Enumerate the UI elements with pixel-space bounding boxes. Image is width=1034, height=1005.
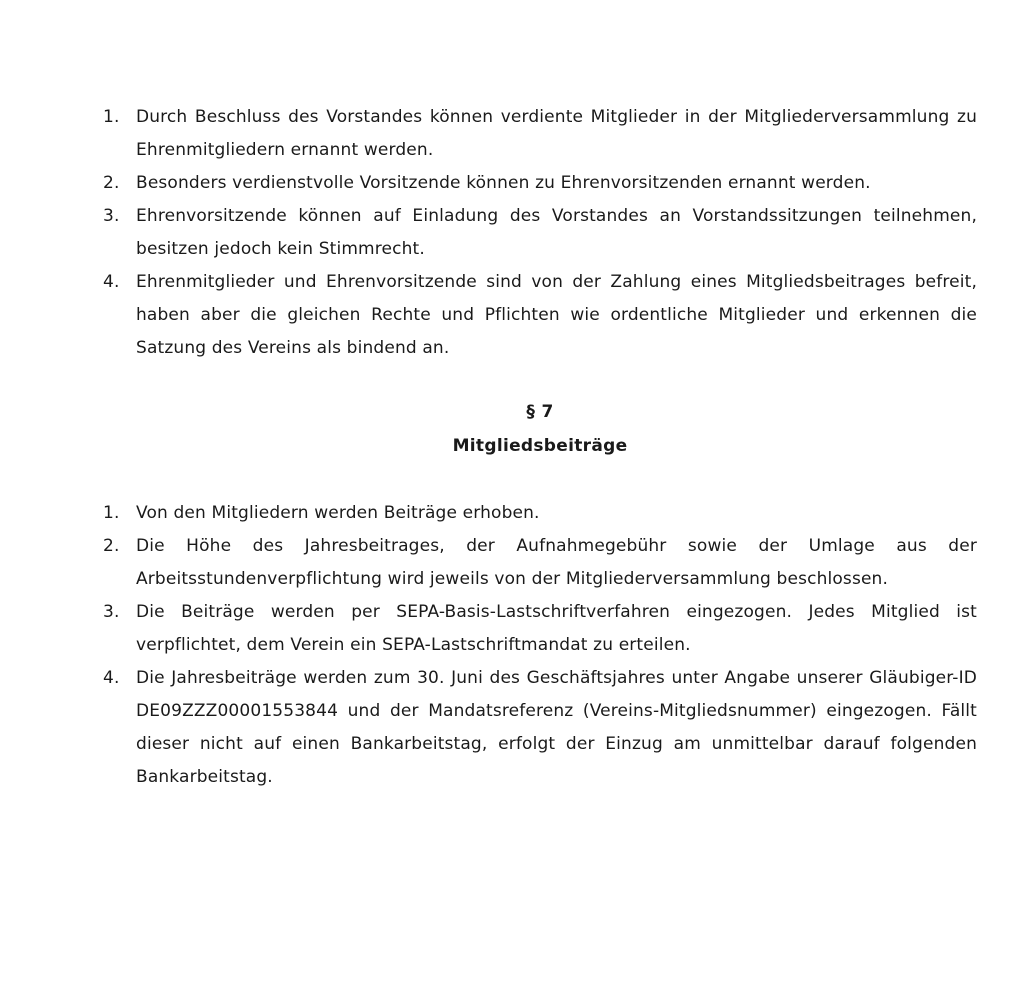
list-item bbox=[103, 200, 977, 266]
list-item bbox=[103, 266, 977, 365]
list-item-text: Durch Beschluss des Vorstandes können verdiente Mitglieder in der Mitgliederversammlung zu Ehrenmitgliedern ernannt werden. bbox=[136, 107, 977, 160]
list-item-text: Von den Mitgliedern werden Beiträge erhoben. bbox=[136, 503, 540, 523]
list-item-number: 1. bbox=[103, 107, 120, 127]
section-6-list bbox=[103, 101, 977, 365]
list-item-number: 2. bbox=[103, 173, 120, 193]
list-item-number: 4. bbox=[103, 272, 120, 292]
list-item-text: Die Höhe des Jahresbeitrages, der Aufnahmegebühr sowie der Umlage aus der Arbeitsstundenverpflichtung wird jeweils von der Mitgliederversammlung beschlossen. bbox=[136, 536, 977, 589]
list-item bbox=[103, 596, 977, 662]
list-item-number: 3. bbox=[103, 602, 120, 622]
section-7-list bbox=[103, 497, 977, 794]
list-item-text: Ehrenmitglieder und Ehrenvorsitzende sind von der Zahlung eines Mitgliedsbeitrages befreit, haben aber die gleichen Rechte und Pflichten wie ordentliche Mitglieder und erkennen die Satzung des Vereins als bindend an. bbox=[136, 272, 977, 358]
list-item bbox=[103, 530, 977, 596]
list-item-number: 1. bbox=[103, 503, 120, 523]
list-item-text: Die Beiträge werden per SEPA-Basis-Lastschriftverfahren eingezogen. Jedes Mitglied ist verpflichtet, dem Verein ein SEPA-Lastschriftmandat zu erteilen. bbox=[136, 602, 977, 655]
list-item bbox=[103, 662, 977, 794]
list-item bbox=[103, 167, 977, 200]
section-number: § 7 bbox=[526, 402, 554, 422]
list-item bbox=[103, 497, 977, 530]
list-item-number: 2. bbox=[103, 536, 120, 556]
list-item-text: Die Jahresbeiträge werden zum 30. Juni des Geschäftsjahres unter Angabe unserer Gläubiger-ID DE09ZZZ00001553844 und der Mandatsreferenz (Vereins-Mitgliedsnummer) eingezogen. Fällt dieser nicht auf einen Bankarbeitstag, erfolgt der Einzug am unmittelbar darauf folgenden Bankarbeitstag. bbox=[136, 668, 977, 787]
list-item-text: Besonders verdienstvolle Vorsitzende können zu Ehrenvorsitzenden ernannt werden. bbox=[136, 173, 871, 193]
section-title: Mitgliedsbeiträge bbox=[452, 436, 628, 456]
list-item-number: 3. bbox=[103, 206, 120, 226]
list-item bbox=[103, 101, 977, 167]
list-item-text: Ehrenvorsitzende können auf Einladung des Vorstandes an Vorstandssitzungen teilnehmen, besitzen jedoch kein Stimmrecht. bbox=[136, 206, 977, 259]
list-item-number: 4. bbox=[103, 668, 120, 688]
